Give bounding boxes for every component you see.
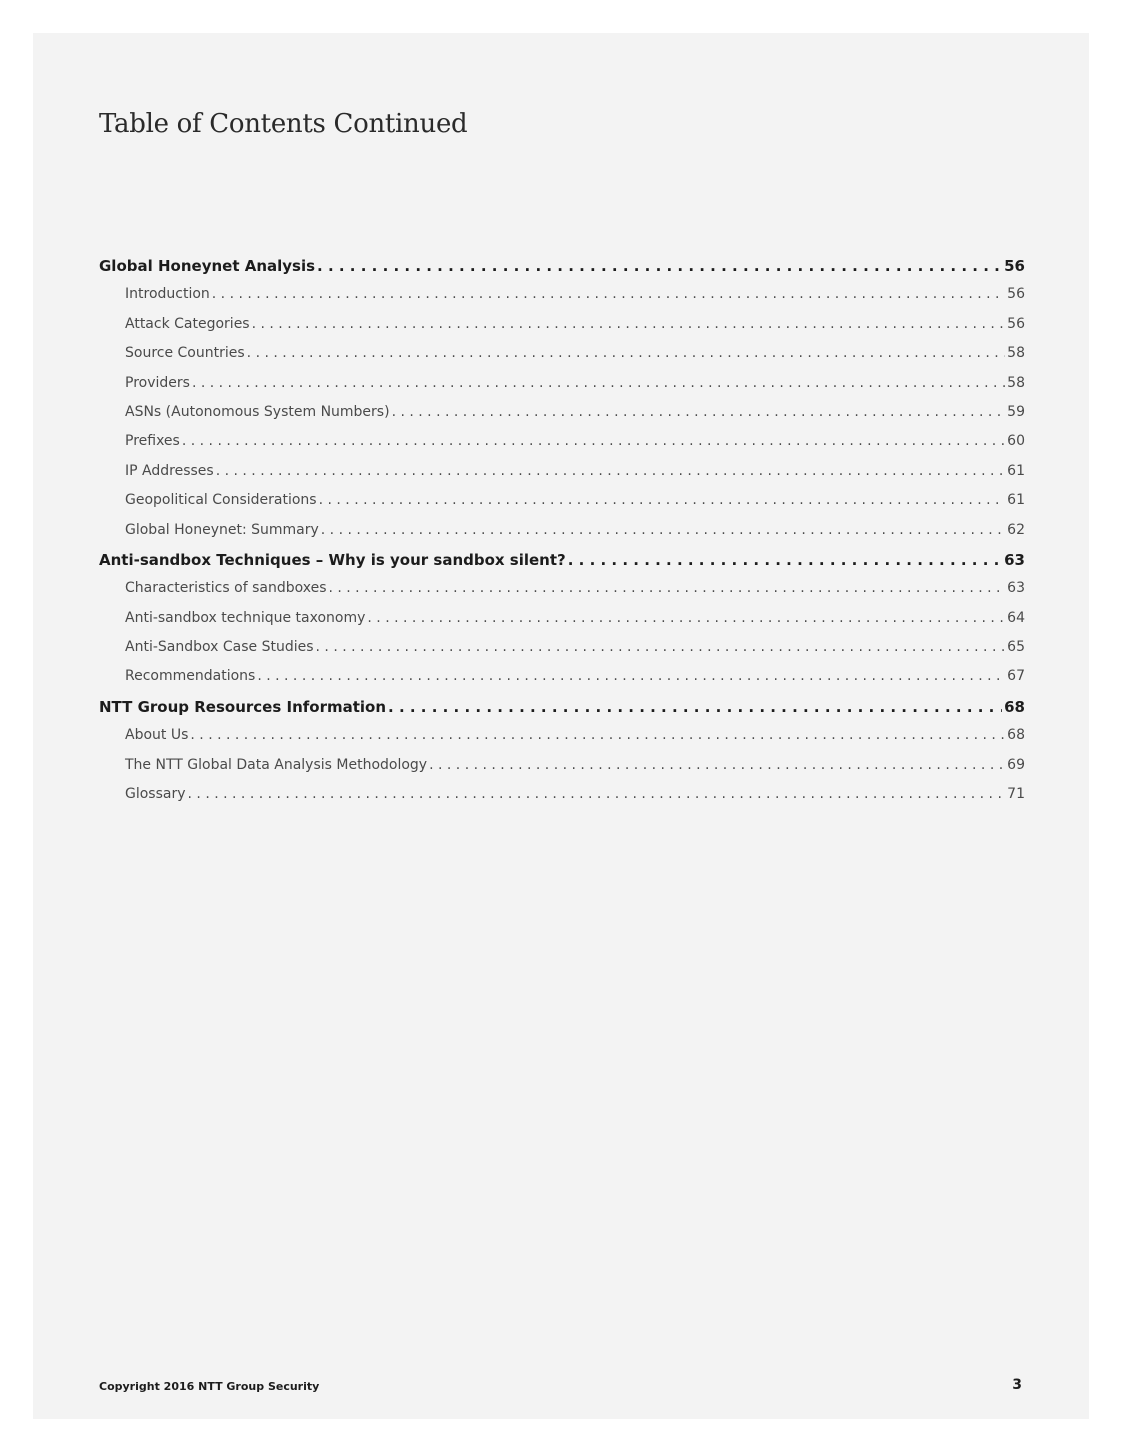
toc-entry-page-number: 62 [1007,521,1025,538]
toc-dot-leader [317,257,1002,275]
toc-subsection-entry[interactable] [99,345,1025,374]
toc-dot-leader [182,433,1005,449]
toc-dot-leader [188,786,1006,802]
toc-entry-page-number: 58 [1007,345,1025,362]
toc-dot-leader [190,727,1005,743]
toc-entry-label: NTT Group Resources Information [99,697,387,716]
toc-entry-page-number: 60 [1007,433,1025,450]
toc-entry-page-number: 59 [1007,403,1025,420]
toc-entry-label: Anti-Sandbox Case Studies [125,639,314,656]
toc-entry-label: Global Honeynet: Summary [125,521,319,538]
toc-dot-leader [319,492,1006,508]
toc-dot-leader [247,345,1006,361]
toc-entry-label: Anti-sandbox Techniques – Why is your sandbox silent? [99,550,566,569]
toc-entry-page-number: 56 [1007,286,1025,303]
toc-entry-page-number: 56 [1007,315,1025,332]
toc-entry-label: Geopolitical Considerations [125,492,317,509]
toc-dot-leader [328,580,1005,596]
toc-subsection-entry[interactable] [99,433,1025,462]
toc-subsection-entry[interactable] [99,786,1025,815]
toc-entry-page-number: 61 [1007,462,1025,479]
toc-entry-label: Introduction [125,286,210,303]
toc-dot-leader [388,698,1002,716]
toc-dot-leader [392,404,1006,420]
toc-dot-leader [252,316,1006,332]
toc-entry-label: Attack Categories [125,315,250,332]
toc-entry-label: Source Countries [125,345,245,362]
toc-dot-leader [257,668,1005,684]
toc-dot-leader [568,551,1002,569]
toc-subsection-entry[interactable] [99,757,1025,786]
toc-entry-label: Recommendations [125,668,256,685]
toc-dot-leader [321,522,1005,538]
toc-subsection-entry[interactable] [99,639,1025,668]
toc-entry-page-number: 67 [1007,668,1025,685]
toc-entry-label: Prefixes [125,433,180,450]
toc-entry-page-number: 68 [1004,697,1025,716]
toc-entry-label: Characteristics of sandboxes [125,580,327,597]
toc-dot-leader [192,375,1005,391]
toc-subsection-entry[interactable] [99,580,1025,609]
toc-dot-leader [216,463,1005,479]
toc-subsection-entry[interactable] [99,375,1025,404]
page-title: Table of Contents Continued [99,109,468,139]
toc-entry-label: Global Honeynet Analysis [99,257,316,275]
toc-subsection-entry[interactable] [99,316,1025,345]
toc-subsection-entry[interactable] [99,492,1025,521]
document-page [33,33,1089,1419]
toc-entry-page-number: 63 [1004,550,1025,569]
toc-entry-label: ASNs (Autonomous System Numbers) [125,403,390,420]
toc-subsection-entry[interactable] [99,727,1025,756]
toc-entry-page-number: 61 [1007,492,1025,509]
table-of-contents [99,257,1025,815]
toc-dot-leader [212,286,1005,302]
toc-entry-label: IP Addresses [125,462,214,479]
toc-entry-page-number: 58 [1007,374,1025,391]
toc-dot-leader [367,610,1005,626]
toc-subsection-entry[interactable] [99,668,1025,697]
toc-dot-leader [429,757,1005,773]
toc-entry-page-number: 56 [1004,257,1025,275]
toc-entry-page-number: 65 [1007,639,1025,656]
toc-section-entry[interactable] [99,257,1025,286]
footer-page-number: 3 [1012,1377,1022,1393]
toc-entry-label: About Us [125,727,189,744]
toc-entry-page-number: 69 [1007,756,1025,773]
toc-entry-label: The NTT Global Data Analysis Methodology [125,756,428,773]
toc-entry-page-number: 63 [1007,580,1025,597]
toc-section-entry[interactable] [99,698,1025,727]
toc-subsection-entry[interactable] [99,463,1025,492]
toc-subsection-entry[interactable] [99,404,1025,433]
toc-entry-page-number: 71 [1007,786,1025,803]
toc-entry-page-number: 64 [1007,609,1025,626]
toc-entry-page-number: 68 [1007,727,1025,744]
toc-subsection-entry[interactable] [99,286,1025,315]
toc-dot-leader [316,639,1006,655]
toc-subsection-entry[interactable] [99,522,1025,551]
toc-section-entry[interactable] [99,551,1025,580]
toc-subsection-entry[interactable] [99,610,1025,639]
toc-entry-label: Glossary [125,786,186,803]
toc-entry-label: Anti-sandbox technique taxonomy [125,609,366,626]
footer-copyright: Copyright 2016 NTT Group Security [99,1380,320,1393]
toc-entry-label: Providers [125,374,190,391]
